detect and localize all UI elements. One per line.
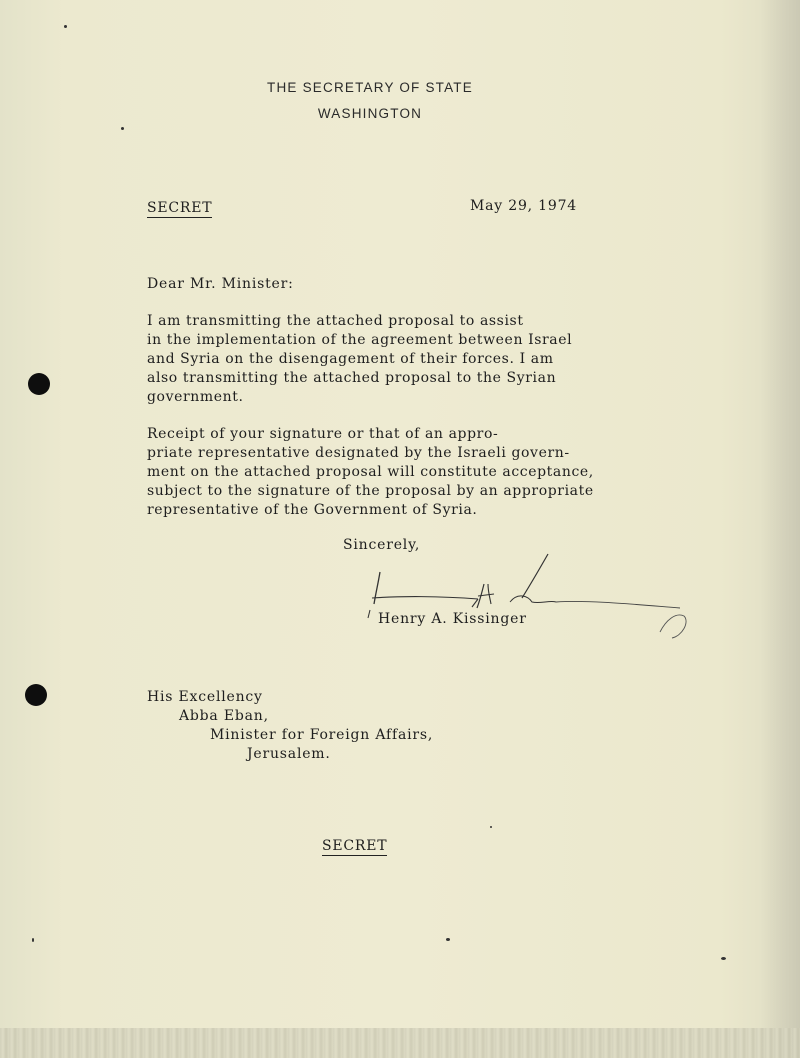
- body-paragraph-1: I am transmitting the attached proposal to assist in the implementation of the agreement between Israel and Syria on the disengagement of their forces. I am also transmitting the attached proposal to the Syrian government.: [147, 313, 573, 405]
- speck-mark: [446, 938, 450, 941]
- speck-mark: [721, 957, 726, 960]
- punch-hole-top: [28, 373, 50, 395]
- letterhead-city: WASHINGTON: [317, 106, 423, 121]
- letterhead-title: THE SECRETARY OF STATE: [267, 80, 473, 95]
- addressee-line-2: Abba Eban,: [179, 708, 269, 724]
- handwritten-signature: [360, 552, 700, 642]
- page-bottom-edge: [0, 1028, 800, 1058]
- speck-mark: [32, 938, 34, 942]
- closing: Sincerely,: [343, 537, 421, 553]
- speck-mark: [490, 826, 492, 828]
- addressee-line-4: Jerusalem.: [247, 746, 331, 762]
- addressee-line-1: His Excellency: [147, 689, 263, 705]
- speck-mark: [121, 127, 124, 130]
- classification-bottom: SECRET: [322, 838, 388, 854]
- punch-hole-bottom: [25, 684, 47, 706]
- signatory-name: Henry A. Kissinger: [378, 611, 527, 627]
- speck-mark: [64, 25, 67, 28]
- classification-top: SECRET: [147, 200, 213, 216]
- page-edge-shadow: [760, 0, 800, 1058]
- salutation: Dear Mr. Minister:: [147, 276, 294, 292]
- addressee-line-3: Minister for Foreign Affairs,: [210, 727, 434, 743]
- letter-date: May 29, 1974: [470, 198, 577, 214]
- body-paragraph-2: Receipt of your signature or that of an appro- priate representative designated by the Israeli govern- ment on the attached proposal will constitute acceptance, subject to the signature of the proposal by an appropriate representative of the Government of Syria.: [147, 426, 594, 518]
